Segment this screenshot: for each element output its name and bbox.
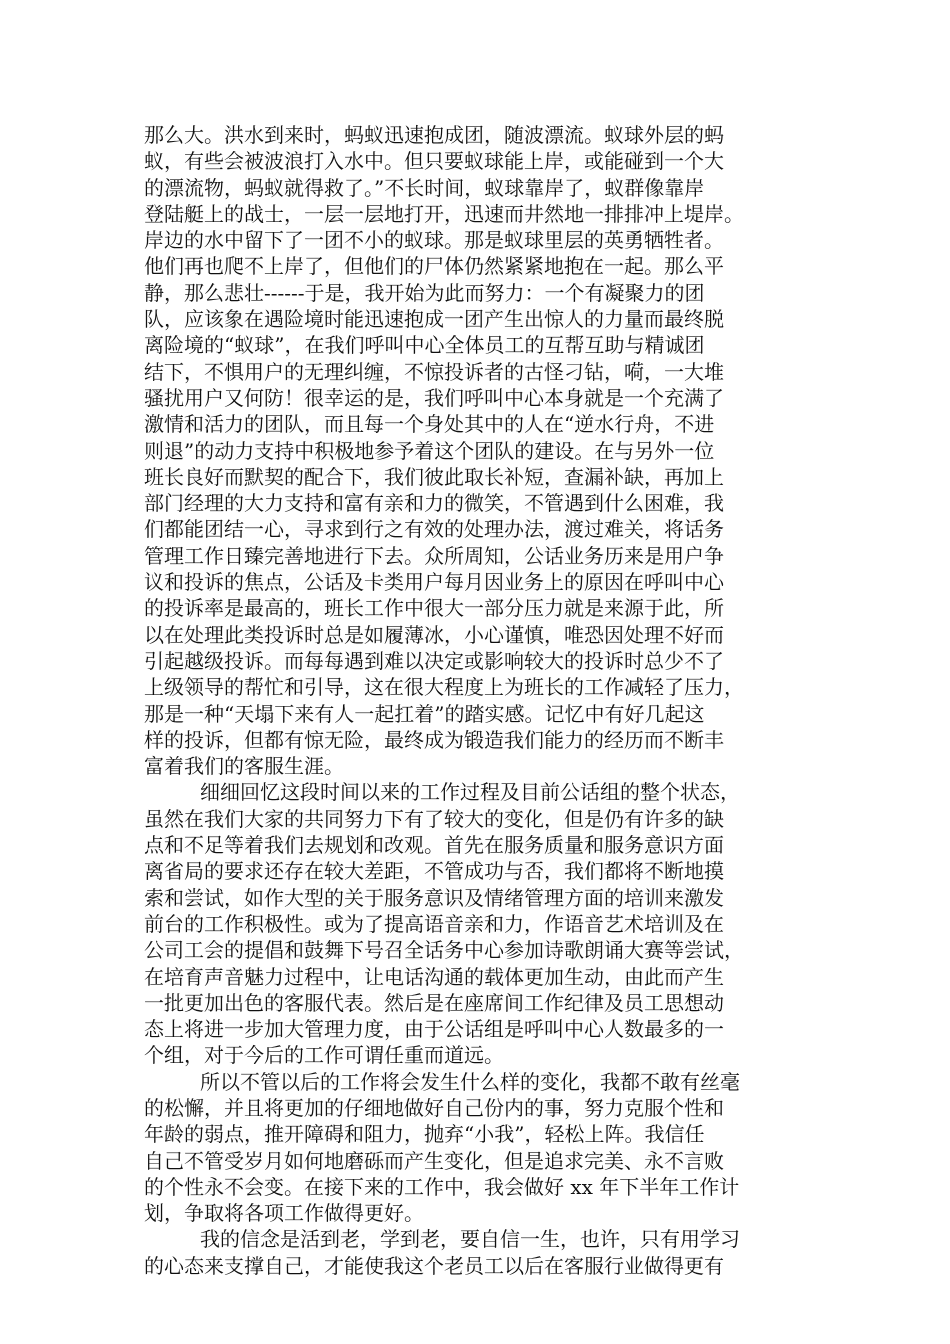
text-line: 上级领导的帮忙和引导，这在很大程度上为班长的工作减轻了压力，	[144, 675, 744, 700]
text-line: 静，那么悲壮------于是，我开始为此而努力：一个有凝聚力的团	[144, 280, 705, 305]
text-line: 我的信念是活到老，学到老，要自信一生，也许，只有用学习	[200, 1227, 740, 1252]
text-line: 公司工会的提倡和鼓舞下号召全话务中心参加诗歌朗诵大赛等尝试，	[144, 938, 744, 963]
text-line: 的心态来支撑自己，才能使我这个老员工以后在客服行业做得更有	[144, 1253, 724, 1278]
text-line: 个组，对于今后的工作可谓任重而道远。	[144, 1043, 504, 1068]
text-line: 在培育声音魅力过程中，让电话沟通的载体更加生动，由此而产生	[144, 964, 724, 989]
text-line: 前台的工作积极性。或为了提高语音亲和力，作语音艺术培训及在	[144, 911, 724, 936]
text-line: 引起越级投诉。而每每遇到难以决定或影响较大的投诉时总少不了	[144, 648, 724, 673]
text-line: 以在处理此类投诉时总是如履薄冰，小心谨慎，唯恐因处理不好而	[144, 622, 724, 647]
text-line: 的漂流物，蚂蚁就得救了。”不长时间，蚁球靠岸了，蚁群像靠岸	[144, 175, 705, 200]
text-line: 细细回忆这段时间以来的工作过程及目前公话组的整个状态，	[200, 780, 740, 805]
text-line: 离省局的要求还存在较大差距，不管成功与否，我们都将不断地摸	[144, 859, 724, 884]
text-line: 所以不管以后的工作将会发生什么样的变化，我都不敢有丝毫	[200, 1069, 740, 1094]
document-body	[144, 122, 824, 1279]
text-line: 登陆艇上的战士，一层一层地打开，迅速而井然地一排排冲上堤岸。	[144, 201, 744, 226]
paragraph	[144, 1226, 824, 1279]
paragraph	[144, 1069, 824, 1227]
text-line: 队，应该象在遇险境时能迅速抱成一团产生出惊人的力量而最终脱	[144, 307, 724, 332]
text-line: 那么大。洪水到来时，蚂蚁迅速抱成团，随波漂流。蚁球外层的蚂	[144, 123, 724, 147]
text-line: 索和尝试，如作大型的关于服务意识及情绪管理方面的培训来激发	[144, 885, 724, 910]
text-line: 则退”的动力支持中积极地参予着这个团队的建设。在与另外一位	[144, 438, 715, 463]
text-line: 离险境的“蚁球”，在我们呼叫中心全体员工的互帮互助与精诚团	[144, 333, 705, 358]
text-line: 骚扰用户又何防！很幸运的是，我们呼叫中心本身就是一个充满了	[144, 385, 724, 410]
text-line: 他们再也爬不上岸了，但他们的尸体仍然紧紧地抱在一起。那么平	[144, 254, 724, 279]
text-line: 议和投诉的焦点，公话及卡类用户每月因业务上的原因在呼叫中心	[144, 570, 724, 595]
text-line: 那是一种“天塌下来有人一起扛着”的踏实感。记忆中有好几起这	[144, 701, 705, 726]
text-line: 结下，不惧用户的无理纠缠，不惊投诉者的古怪刁钻，嗬，一大堆	[144, 359, 724, 384]
text-line: 点和不足等着我们去规划和改观。首先在服务质量和服务意识方面	[144, 833, 724, 858]
text-line: 岸边的水中留下了一团不小的蚁球。那是蚁球里层的英勇牺牲者。	[144, 228, 724, 253]
text-line: 自己不管受岁月如何地磨砾而产生变化，但是追求完美、永不言败	[144, 1148, 724, 1173]
text-line: 班长良好而默契的配合下，我们彼此取长补短，查漏补缺，再加上	[144, 464, 724, 489]
text-line: 样的投诉，但都有惊无险，最终成为锻造我们能力的经历而不断丰	[144, 727, 724, 752]
text-line: 态上将进一步加大管理力度，由于公话组是呼叫中心人数最多的一	[144, 1017, 724, 1042]
paragraph	[144, 122, 824, 779]
text-line: 们都能团结一心，寻求到行之有效的处理办法，渡过难关，将话务	[144, 517, 724, 542]
paragraph	[144, 779, 824, 1068]
text-line: 一批更加出色的客服代表。然后是在座席间工作纪律及员工思想动	[144, 990, 724, 1015]
text-line: 虽然在我们大家的共同努力下有了较大的变化，但是仍有许多的缺	[144, 806, 724, 831]
text-line: 年龄的弱点，推开障碍和阻力，抛弃“小我”，轻松上阵。我信任	[144, 1122, 705, 1147]
text-line: 的投诉率是最高的，班长工作中很大一部分压力就是来源于此，所	[144, 596, 724, 621]
text-line: 激情和活力的团队，而且每一个身处其中的人在“逆水行舟，不进	[144, 412, 715, 437]
text-line: 管理工作日臻完善地进行下去。众所周知，公话业务历来是用户争	[144, 543, 724, 568]
text-line: 部门经理的大力支持和富有亲和力的微笑，不管遇到什么困难，我	[144, 491, 724, 516]
text-line: 的松懈，并且将更加的仔细地做好自己份内的事，努力克服个性和	[144, 1095, 724, 1120]
text-line: 蚁，有些会被波浪打入水中。但只要蚁球能上岸，或能碰到一个大	[144, 149, 724, 174]
text-line: 的个性永不会变。在接下来的工作中，我会做好 xx 年下半年工作计	[144, 1174, 740, 1199]
text-line: 富着我们的客服生涯。	[144, 754, 344, 779]
text-line: 划，争取将各项工作做得更好。	[144, 1201, 424, 1226]
